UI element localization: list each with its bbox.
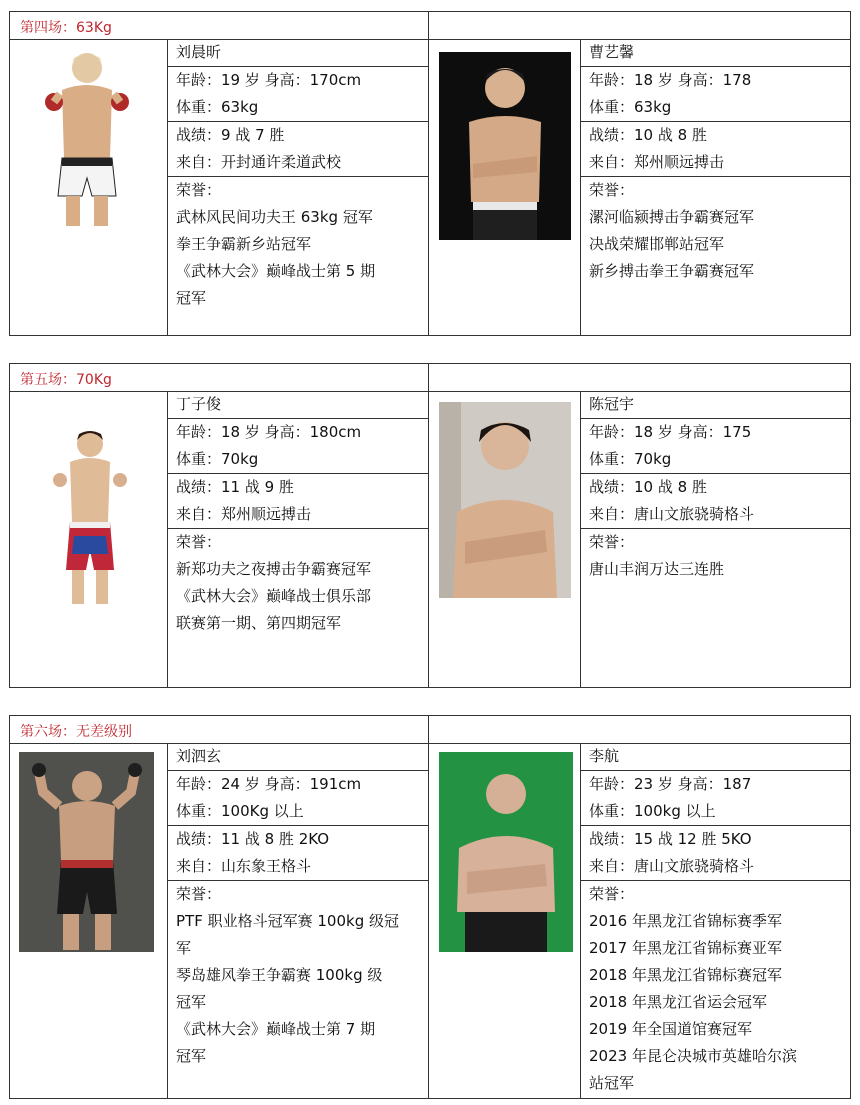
fighter-name: 曹艺馨 xyxy=(589,43,635,61)
fighter-weight: 体重：70kg xyxy=(589,450,672,468)
honor-item: 《武林大会》巅峰战士俱乐部 xyxy=(176,587,372,605)
honor-item: 《武林大会》巅峰战士第 5 期 xyxy=(176,262,376,280)
fighter-photo-cell xyxy=(428,743,581,1099)
fighter-age-height: 年龄：18 岁 身高：175 xyxy=(589,423,752,441)
fighter-photo xyxy=(439,752,573,952)
bout-title: 第四场：63Kg xyxy=(20,20,112,36)
honor-item: 2018 年黑龙江省锦标赛冠军 xyxy=(589,966,782,984)
bout-section xyxy=(9,11,851,336)
fighter-age-height: 年龄：18 岁 身高：180cm xyxy=(176,423,362,441)
fighter-stats-cell xyxy=(580,770,851,826)
fighter-from: 来自：唐山文旅骁骑格斗 xyxy=(589,857,755,875)
fighter-honors-cell xyxy=(167,528,429,688)
fighter-honors-cell xyxy=(580,528,851,688)
honor-item: PTF 职业格斗冠军赛 100kg 级冠 xyxy=(176,912,399,930)
fighter-weight: 体重：100kg 以上 xyxy=(589,802,716,820)
fighter-age-height: 年龄：18 岁 身高：178 xyxy=(589,71,752,89)
honor-item: 军 xyxy=(176,939,192,957)
honors-label: 荣誉： xyxy=(176,885,222,903)
bout-section xyxy=(9,715,851,1099)
honor-item: 冠军 xyxy=(176,289,207,307)
fighter-honors-cell xyxy=(580,880,851,1099)
fighter-photo-cell xyxy=(9,743,168,1099)
fighter-name-cell xyxy=(580,391,851,419)
honors-label: 荣誉： xyxy=(589,181,635,199)
fighter-photo-cell xyxy=(9,391,168,688)
honors-label: 荣誉： xyxy=(589,885,635,903)
bout-title-cell xyxy=(9,715,429,744)
honors-label: 荣誉： xyxy=(589,533,635,551)
fighter-from: 来自：郑州顺远搏击 xyxy=(589,153,725,171)
fighter-honors-cell xyxy=(167,176,429,336)
fighter-stats-cell xyxy=(580,418,851,474)
fighter-from: 来自：山东象王格斗 xyxy=(176,857,312,875)
honor-item: 2019 年全国道馆赛冠军 xyxy=(589,1020,752,1038)
fighter-from: 来自：开封通许柔道武校 xyxy=(176,153,342,171)
honor-item: 决战荣耀邯郸站冠军 xyxy=(589,235,725,253)
fighter-record-cell xyxy=(167,121,429,177)
fighter-stats-cell xyxy=(167,770,429,826)
fighter-record: 战绩：15 战 12 胜 5KO xyxy=(589,830,752,848)
fighter-age-height: 年龄：23 岁 身高：187 xyxy=(589,775,752,793)
fighter-name-cell xyxy=(580,743,851,771)
honor-item: 新郑功夫之夜搏击争霸赛冠军 xyxy=(176,560,372,578)
fighter-photo xyxy=(40,46,134,230)
fighter-record: 战绩：10 战 8 胜 xyxy=(589,478,707,496)
honor-item: 拳王争霸新乡站冠军 xyxy=(176,235,312,253)
fighter-record: 战绩：10 战 8 胜 xyxy=(589,126,707,144)
bout-title-cell xyxy=(9,363,429,392)
fighter-name-cell xyxy=(167,39,429,67)
fighter-from: 来自：唐山文旅骁骑格斗 xyxy=(589,505,755,523)
bout-title-empty-cell xyxy=(428,11,851,40)
fighter-record: 战绩：11 战 9 胜 xyxy=(176,478,294,496)
honors-label: 荣誉： xyxy=(176,533,222,551)
fighter-photo-cell xyxy=(428,391,581,688)
fighter-weight: 体重：63kg xyxy=(176,98,259,116)
fighter-name: 丁子俊 xyxy=(176,395,222,413)
honor-item: 《武林大会》巅峰战士第 7 期 xyxy=(176,1020,376,1038)
fighter-record-cell xyxy=(580,473,851,529)
fighter-photo xyxy=(50,424,130,606)
fighter-age-height: 年龄：24 岁 身高：191cm xyxy=(176,775,362,793)
fighter-name-cell xyxy=(167,391,429,419)
fighter-name-cell xyxy=(580,39,851,67)
fighter-age-height: 年龄：19 岁 身高：170cm xyxy=(176,71,362,89)
fighter-name: 刘泗玄 xyxy=(176,747,222,765)
fighter-name-cell xyxy=(167,743,429,771)
fighter-record-cell xyxy=(580,825,851,881)
bout-title-empty-cell xyxy=(428,715,851,744)
honor-item: 2017 年黑龙江省锦标赛亚军 xyxy=(589,939,782,957)
fighter-stats-cell xyxy=(167,66,429,122)
fighter-honors-cell xyxy=(167,880,429,1099)
bout-section xyxy=(9,363,851,688)
fighter-record-cell xyxy=(167,825,429,881)
bout-title: 第六场：无差级别 xyxy=(20,724,132,740)
fighter-stats-cell xyxy=(580,66,851,122)
fighter-photo xyxy=(439,402,571,598)
honor-item: 琴岛雄风拳王争霸赛 100kg 级 xyxy=(176,966,383,984)
fighter-record-cell xyxy=(167,473,429,529)
fighter-photo-cell xyxy=(428,39,581,336)
fighter-photo xyxy=(19,752,154,952)
fighter-honors-cell xyxy=(580,176,851,336)
honors-label: 荣誉： xyxy=(176,181,222,199)
honor-item: 2018 年黑龙江省运会冠军 xyxy=(589,993,767,1011)
fighter-name: 刘晨昕 xyxy=(176,43,222,61)
honor-item: 漯河临颍搏击争霸赛冠军 xyxy=(589,208,755,226)
honor-item: 唐山丰润万达三连胜 xyxy=(589,560,725,578)
honor-item: 武林风民间功夫王 63kg 冠军 xyxy=(176,208,373,226)
honor-item: 2016 年黑龙江省锦标赛季军 xyxy=(589,912,782,930)
fighter-weight: 体重：63kg xyxy=(589,98,672,116)
honor-item: 冠军 xyxy=(176,1047,207,1065)
fighter-name: 陈冠宇 xyxy=(589,395,635,413)
honor-item: 冠军 xyxy=(176,993,207,1011)
fighter-name: 李航 xyxy=(589,747,620,765)
fighter-weight: 体重：70kg xyxy=(176,450,259,468)
fighter-record: 战绩：11 战 8 胜 2KO xyxy=(176,830,330,848)
fighter-record: 战绩：9 战 7 胜 xyxy=(176,126,285,144)
fighter-photo-cell xyxy=(9,39,168,336)
fighter-photo xyxy=(439,52,571,240)
honor-item: 站冠军 xyxy=(589,1074,635,1092)
honor-item: 2023 年昆仑决城市英雄哈尔滨 xyxy=(589,1047,797,1065)
bout-title: 第五场：70Kg xyxy=(20,372,112,388)
fighter-from: 来自：郑州顺远搏击 xyxy=(176,505,312,523)
fighter-weight: 体重：100Kg 以上 xyxy=(176,802,304,820)
fighter-stats-cell xyxy=(167,418,429,474)
honor-item: 联赛第一期、第四期冠军 xyxy=(176,614,342,632)
honor-item: 新乡搏击拳王争霸赛冠军 xyxy=(589,262,755,280)
bout-title-empty-cell xyxy=(428,363,851,392)
bout-title-cell xyxy=(9,11,429,40)
fighter-record-cell xyxy=(580,121,851,177)
